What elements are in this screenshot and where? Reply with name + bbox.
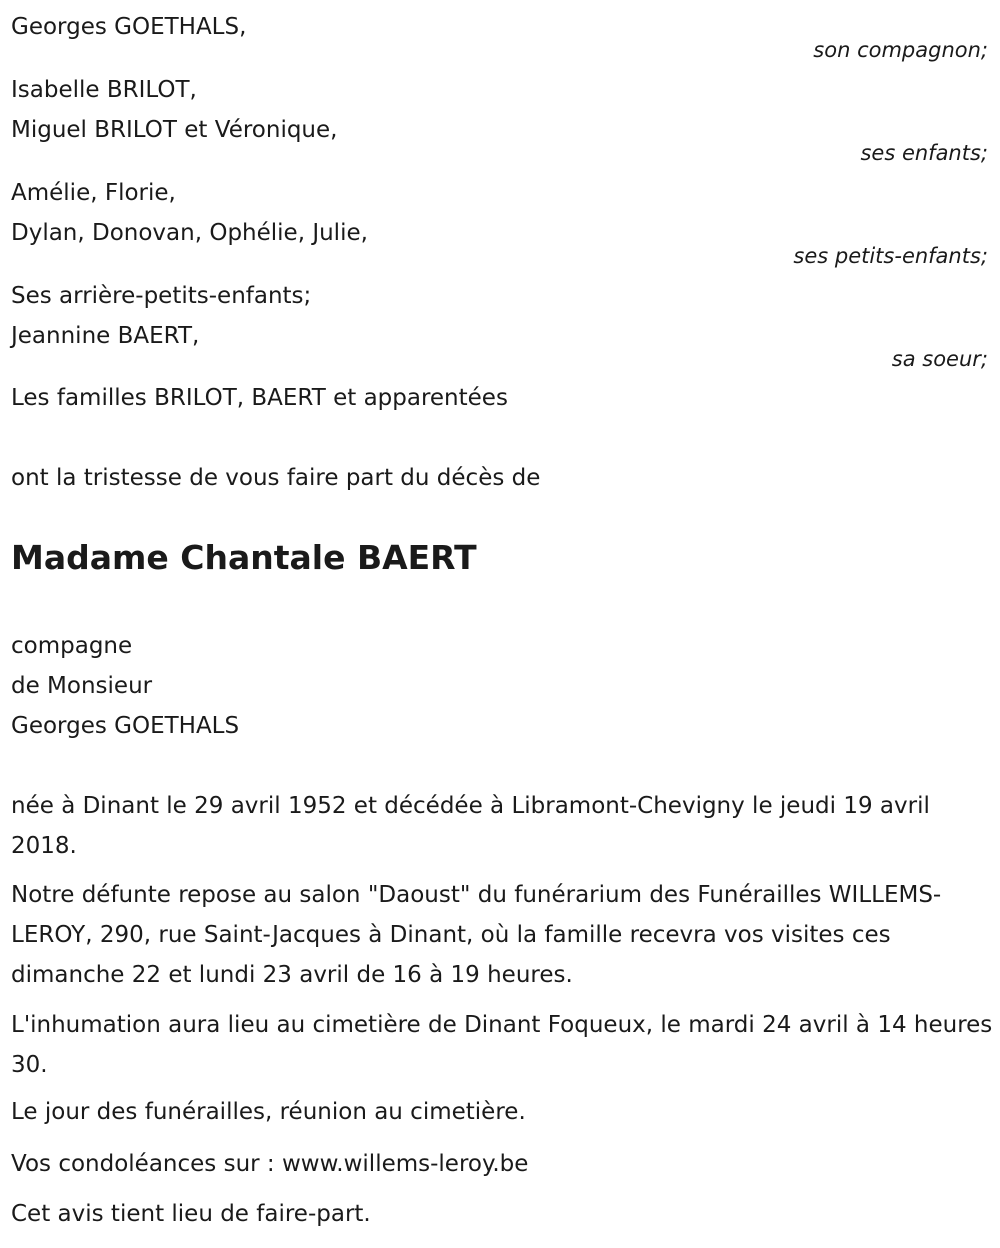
birth-death-paragraph: née à Dinant le 29 avril 1952 et décédée à Libramont-Chevigny le jeudi 19 avril 2018. bbox=[11, 793, 930, 859]
condolences-paragraph: Vos condoléances sur : www.willems-leroy.be bbox=[11, 1151, 529, 1177]
burial-paragraph: L'inhumation aura lieu au cimetière de Dinant Foqueux, le mardi 24 avril à 14 heures 30. bbox=[11, 1012, 993, 1078]
deceased-name: Madame Chantale BAERT bbox=[11, 538, 477, 577]
companion-role: son compagnon; bbox=[813, 38, 988, 62]
families: Les familles BRILOT, BAERT et apparentées bbox=[11, 385, 508, 411]
child-name: Miguel BRILOT et Véronique, bbox=[11, 117, 338, 143]
sister-name: Jeannine BAERT, bbox=[11, 323, 200, 349]
relation-line: de Monsieur bbox=[11, 673, 153, 699]
child-name: Isabelle BRILOT, bbox=[11, 77, 197, 103]
notice-paragraph: Cet avis tient lieu de faire-part. bbox=[11, 1201, 371, 1227]
relation-line: compagne bbox=[11, 633, 133, 659]
children-role: ses enfants; bbox=[860, 141, 988, 165]
sister-role: sa soeur; bbox=[891, 347, 988, 371]
great-grandchildren: Ses arrière-petits-enfants; bbox=[11, 283, 312, 309]
meeting-paragraph: Le jour des funérailles, réunion au cimetière. bbox=[11, 1099, 526, 1125]
visitation-paragraph: Notre défunte repose au salon "Daoust" du funérarium des Funérailles WILLEMS-LEROY, 290, rue Saint-Jacques à Dinant, où la famille recevra vos visites ces dimanche 22 et lundi 23 avril de 16 à 19 heures. bbox=[11, 882, 942, 988]
relation-line: Georges GOETHALS bbox=[11, 713, 240, 739]
grandchildren-role: ses petits-enfants; bbox=[793, 244, 988, 268]
grandchildren-names: Amélie, Florie, bbox=[11, 180, 176, 206]
grandchildren-names: Dylan, Donovan, Ophélie, Julie, bbox=[11, 220, 368, 246]
companion-name: Georges GOETHALS, bbox=[11, 14, 247, 40]
announcement: ont la tristesse de vous faire part du décès de bbox=[11, 465, 541, 491]
